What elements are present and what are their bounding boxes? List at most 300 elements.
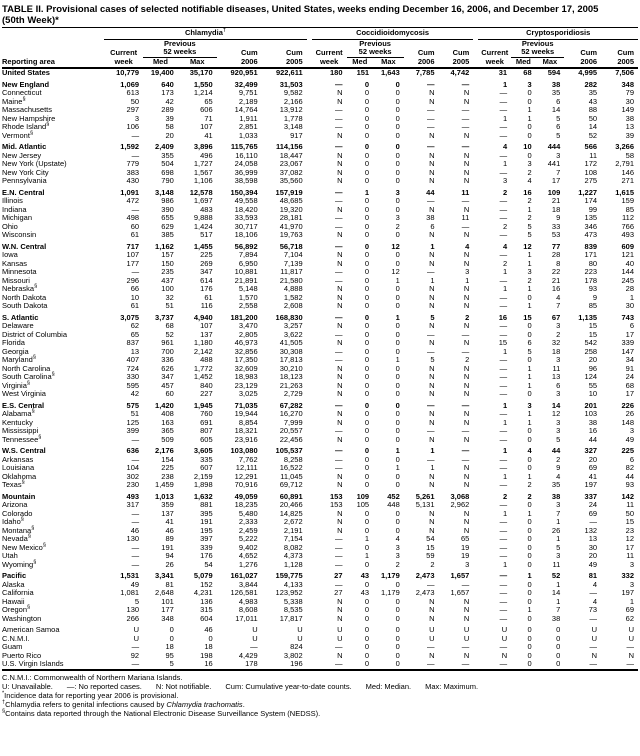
med-label: Med [347, 57, 374, 68]
value-cell: 614 [200, 275, 213, 285]
value-cell: N [429, 525, 435, 535]
value-cell: 195 [200, 525, 213, 535]
value-cell: 0 [395, 642, 400, 651]
value-cell: 5,261 [415, 491, 435, 501]
value-cell: N [463, 389, 470, 398]
value-cell: 225 [200, 250, 213, 259]
value-cell: — [461, 446, 470, 455]
value-cell: 1 [502, 400, 508, 410]
max-label: Max [178, 57, 217, 68]
value-cell: N [463, 650, 470, 660]
reporting-area-cell: Iowa [2, 250, 18, 259]
value-cell: 3,622 [283, 329, 303, 339]
value-cell: — [461, 346, 470, 356]
value-cell: 93 [588, 284, 598, 293]
value-cell: U [628, 633, 634, 643]
value-cell: 15 [523, 312, 532, 322]
value-cell: N [429, 389, 435, 398]
value-cell: — [499, 659, 508, 668]
value-cell: 1 [395, 275, 400, 285]
value-cell: 0 [364, 105, 370, 114]
value-cell: 4,373 [283, 551, 303, 560]
cum-label: Cum [452, 47, 470, 57]
value-cell: 147 [621, 346, 634, 356]
value-cell: 807 [200, 426, 213, 435]
value-cell: 6 [629, 321, 634, 330]
value-cell: 0 [364, 642, 370, 651]
value-cell: N [429, 417, 435, 427]
reporting-area-cell: Arkansas [2, 454, 34, 464]
value-cell: 2 [502, 221, 508, 231]
value-cell: 1,420 [155, 400, 174, 410]
value-cell: 691 [200, 417, 213, 427]
group-chlamydia: Chlamydia† [104, 29, 306, 39]
value-cell: 18,235 [234, 500, 258, 509]
table-section [2, 186, 638, 240]
value-cell: N [337, 258, 343, 268]
value-cell: 0 [395, 338, 400, 347]
value-cell: 496 [200, 150, 213, 160]
value-cell: 109 [547, 187, 561, 197]
table-row [2, 348, 638, 357]
value-cell: 766 [621, 221, 634, 231]
value-cell: 38 [426, 213, 435, 222]
value-cell: 4 [465, 241, 470, 251]
value-cell: 3,844 [238, 579, 258, 589]
value-cell: — [427, 426, 435, 435]
year-2006-label: 2006 [404, 57, 439, 68]
value-cell: N [337, 471, 343, 481]
value-cell: 54 [204, 559, 213, 569]
table-row [2, 518, 638, 527]
value-cell: 3 [556, 426, 561, 435]
reporting-area-cell: Pennsylvania [2, 176, 47, 185]
table-row [2, 623, 638, 635]
asterisk-marker: * [2, 690, 5, 696]
reporting-area-cell: Florida [2, 338, 25, 347]
footnotes [2, 673, 638, 718]
reporting-area-cell: Nevada§ [2, 533, 31, 543]
value-cell: 4,888 [283, 284, 303, 293]
value-cell: 23,067 [279, 159, 303, 168]
value-cell: N [337, 380, 343, 390]
value-cell: N [429, 301, 435, 310]
value-cell: — [499, 571, 508, 580]
value-cell: N [463, 284, 470, 293]
value-cell: 457 [161, 380, 174, 390]
reporting-area-cell: Colorado [2, 508, 33, 518]
value-cell: — [461, 122, 470, 131]
value-cell: 54 [426, 534, 435, 543]
value-cell: 55 [588, 380, 598, 390]
value-cell: 3,068 [450, 491, 470, 501]
value-cell: 0 [395, 96, 400, 106]
value-cell: 20 [588, 355, 598, 364]
table-title-line1: TABLE II. Provisional cases of selected notifiable diseases, United States, weeks ending December 16, 2006, and December 17, 2005 [2, 4, 599, 15]
value-cell: 0 [364, 122, 370, 131]
value-cell: 2 [527, 196, 532, 205]
value-cell: 20 [588, 454, 598, 464]
value-cell: 2 [465, 312, 470, 322]
reporting-area-cell: Ohio [2, 221, 18, 231]
value-cell: 9,751 [238, 88, 258, 97]
value-cell: 17 [625, 329, 634, 339]
value-cell: 38 [551, 491, 561, 501]
reporting-area-cell: Mississippi [2, 426, 39, 435]
value-cell: — [131, 454, 140, 464]
table-row [2, 535, 638, 544]
value-cell: 6,950 [238, 258, 258, 268]
value-cell: 0 [364, 542, 370, 552]
value-cell: — [499, 88, 508, 97]
value-cell: 0 [364, 267, 370, 276]
value-cell: 629 [161, 221, 174, 231]
value-cell: 0 [395, 105, 400, 114]
value-cell: 840 [200, 380, 213, 390]
table-row [2, 132, 638, 141]
value-cell: 3 [556, 417, 561, 427]
value-cell: 385 [161, 230, 174, 239]
value-cell: 0 [395, 292, 400, 302]
value-cell: 1 [502, 508, 508, 518]
value-cell: — [335, 196, 343, 205]
value-cell: 101 [161, 596, 174, 606]
value-cell: 49 [588, 559, 598, 569]
table-row [2, 598, 638, 607]
value-cell: 66 [130, 284, 140, 293]
value-cell: 1,582 [283, 292, 303, 302]
value-cell: 626 [161, 363, 174, 373]
value-cell: N [463, 301, 470, 310]
value-cell: 8,854 [238, 417, 258, 427]
value-cell: 1 [629, 596, 634, 606]
value-cell: 49,059 [234, 491, 258, 501]
value-cell: 1,772 [193, 363, 213, 373]
value-cell: N [463, 380, 470, 390]
value-cell: 0 [395, 372, 400, 381]
value-cell: 56,718 [279, 241, 303, 251]
reporting-area-cell: Utah [2, 551, 18, 560]
value-cell: 27 [334, 571, 343, 580]
value-cell: 5 [556, 542, 561, 552]
value-cell: N [463, 434, 470, 444]
value-cell: 60 [165, 389, 174, 398]
value-cell: 0 [395, 434, 400, 444]
table-row [2, 390, 638, 399]
table-section [2, 68, 638, 78]
dagger-marker: † [2, 699, 6, 705]
value-cell: 1 [527, 363, 532, 373]
value-cell: 30,308 [279, 346, 303, 356]
value-cell: — [335, 241, 343, 251]
value-cell: 41 [588, 471, 598, 481]
table-row [2, 223, 638, 232]
value-cell: 15 [588, 321, 598, 330]
value-cell: 327 [584, 446, 598, 455]
value-cell: 1 [527, 380, 532, 390]
value-cell: 0 [527, 463, 532, 472]
value-cell: 3,470 [238, 321, 258, 330]
reporting-area-cell: United States [2, 68, 50, 77]
value-cell: 655 [161, 213, 174, 222]
value-cell: 1 [527, 301, 532, 310]
value-cell: 348 [161, 613, 174, 623]
value-cell: 488 [200, 355, 213, 364]
reporting-area-cell: North Dakota [2, 292, 47, 302]
value-cell: 0 [395, 329, 400, 339]
value-cell: 1,227 [578, 187, 598, 197]
value-cell: 105,537 [275, 446, 303, 455]
value-cell: 1,550 [193, 79, 213, 89]
value-cell: 10 [523, 142, 532, 151]
value-cell: 245 [621, 275, 634, 285]
value-cell: 6 [556, 122, 561, 131]
value-cell: 0 [364, 79, 370, 89]
value-cell: 18,123 [279, 372, 303, 381]
value-cell: N [429, 284, 435, 293]
value-cell: 1,179 [380, 571, 400, 580]
table-row [2, 660, 638, 670]
value-cell: — [427, 329, 435, 339]
value-cell: 1,945 [193, 400, 213, 410]
value-cell: — [131, 150, 140, 160]
year-2005-label: 2005 [439, 57, 474, 68]
value-cell: 839 [584, 241, 598, 251]
abbrev-definition: U: Unavailable. [2, 681, 53, 691]
value-cell: 1 [395, 312, 400, 322]
value-cell: 605 [200, 434, 213, 444]
table-section [2, 444, 638, 490]
value-cell: — [499, 380, 508, 390]
value-cell: 105 [356, 500, 370, 509]
value-cell: N [463, 292, 470, 302]
value-cell: N [463, 480, 470, 489]
value-cell: N [501, 650, 508, 660]
value-cell: — [427, 105, 435, 114]
value-cell: 3 [556, 355, 561, 364]
value-cell: 0 [364, 321, 370, 330]
value-cell: 0 [364, 417, 370, 427]
value-cell: N [463, 517, 470, 526]
value-cell: 17 [551, 176, 561, 185]
value-cell: 7,894 [238, 250, 258, 259]
value-cell: 1 [527, 508, 532, 518]
value-cell: 0 [527, 150, 532, 160]
reporting-area-cell: Guam [2, 642, 23, 651]
value-cell: 174 [584, 196, 598, 205]
value-cell: — [131, 517, 140, 526]
value-cell: 19,400 [150, 68, 174, 77]
value-cell: — [499, 551, 508, 560]
value-cell: N [429, 230, 435, 239]
value-cell: 17 [625, 542, 634, 552]
value-cell: U [337, 625, 343, 634]
value-cell: 73 [588, 605, 598, 614]
value-cell: 0 [395, 301, 400, 310]
value-cell: 0 [364, 426, 370, 435]
value-cell: — [335, 534, 343, 543]
table-row [2, 490, 638, 502]
footnote-section: §Contains data reported through the National Electronic Disease Surveillance System (NEDSS). [2, 708, 321, 718]
value-cell: 12,578 [189, 187, 213, 197]
cum-label: Cum [285, 47, 303, 57]
value-cell: 1,091 [120, 187, 140, 197]
value-cell: 43 [360, 571, 370, 580]
value-cell: 0 [395, 88, 400, 97]
value-cell: — [335, 113, 343, 123]
value-cell: N [337, 605, 343, 614]
value-cell: 2 [502, 258, 508, 268]
value-cell: 269 [200, 258, 213, 268]
value-cell: 12 [391, 241, 400, 251]
value-cell: 1,592 [120, 142, 140, 151]
value-cell: N [463, 508, 470, 518]
value-cell: — [499, 389, 508, 398]
value-cell: N [429, 96, 435, 106]
value-cell: 7,139 [283, 258, 303, 268]
value-cell: N [337, 508, 343, 518]
value-cell: 10 [130, 292, 140, 302]
reporting-area-cell: South Carolina§ [2, 371, 55, 381]
value-cell: 0 [364, 471, 370, 481]
current-label: Current [481, 47, 509, 57]
value-cell: 50 [588, 113, 598, 123]
weeks52-label: 52 weeks [347, 48, 404, 57]
value-cell: 8,258 [283, 454, 303, 464]
value-cell: 18,420 [234, 204, 258, 214]
previous-label: Previous [164, 38, 196, 48]
value-cell: 130 [126, 605, 140, 614]
value-cell: — [499, 355, 508, 364]
value-cell: 0 [395, 258, 400, 268]
value-cell: N [337, 321, 343, 330]
value-cell: 38 [551, 613, 561, 623]
value-cell: 0 [364, 355, 370, 364]
value-cell: 5 [430, 312, 435, 322]
value-cell: — [499, 301, 508, 310]
reporting-area-header: Reporting area [2, 57, 104, 68]
reporting-area-cell: Kansas [2, 258, 28, 268]
value-cell: 2,805 [238, 329, 258, 339]
reporting-area-cell: New Jersey [2, 150, 42, 160]
value-cell: 18 [551, 204, 561, 214]
value-cell: 1 [527, 113, 532, 123]
value-cell: N [463, 463, 470, 472]
table-row [2, 177, 638, 186]
value-cell: 68 [523, 68, 532, 77]
value-cell: 7,104 [283, 250, 303, 259]
value-cell: 3 [556, 551, 561, 560]
value-cell: 483 [200, 204, 213, 214]
value-cell: 1 [527, 258, 532, 268]
value-cell: — [499, 204, 508, 214]
value-cell: 5,148 [238, 284, 258, 293]
sub-header-row-upper [2, 48, 638, 57]
value-cell: 2 [527, 275, 532, 285]
value-cell: 0 [527, 434, 532, 444]
value-cell: — [589, 613, 598, 623]
value-cell: 339 [200, 542, 213, 552]
value-cell: N [337, 409, 343, 418]
reporting-area-cell: Minnesota [2, 267, 37, 276]
value-cell: N [463, 176, 470, 185]
value-cell: 0 [364, 434, 370, 444]
table-row [2, 544, 638, 553]
reporting-area-cell: District of Columbia [2, 329, 68, 339]
value-cell: 1,214 [193, 88, 213, 97]
value-cell: 355 [161, 150, 174, 160]
value-cell: 56,892 [234, 241, 258, 251]
value-cell: 0 [364, 159, 370, 168]
value-cell: — [499, 213, 508, 222]
value-cell: 0 [364, 463, 370, 472]
value-cell: 22 [551, 267, 561, 276]
value-cell: 24,058 [234, 159, 258, 168]
value-cell: N [591, 650, 598, 660]
table-row [2, 251, 638, 260]
value-cell: 17,011 [235, 613, 258, 623]
value-cell: 1 [556, 534, 561, 543]
value-cell: 271 [621, 176, 634, 185]
value-cell: 4 [502, 142, 508, 151]
value-cell: N [429, 363, 435, 373]
table-row [2, 123, 638, 132]
value-cell: 3 [395, 542, 400, 552]
value-cell: 0 [395, 613, 400, 623]
value-cell: 0 [527, 292, 532, 302]
value-cell: 16,522 [279, 463, 303, 472]
value-cell: — [335, 579, 343, 589]
value-cell: 1 [364, 551, 370, 560]
value-cell: 38 [588, 417, 598, 427]
value-cell: 108 [584, 167, 598, 177]
reporting-area-cell: Pacific [2, 571, 27, 580]
value-cell: N [337, 434, 343, 444]
value-cell: 0 [527, 96, 532, 106]
value-cell: 132 [584, 525, 598, 535]
value-cell: 0 [395, 454, 400, 464]
value-cell: 1 [502, 267, 508, 276]
value-cell: 1 [465, 275, 470, 285]
value-cell: 135 [584, 213, 598, 222]
value-cell: 4,133 [283, 579, 303, 589]
value-cell: 0 [364, 525, 370, 535]
value-cell: 0 [364, 605, 370, 614]
value-cell: N [337, 88, 343, 97]
value-cell: 16 [588, 426, 598, 435]
reporting-area-cell: California [2, 588, 34, 597]
value-cell: 9 [592, 292, 598, 302]
value-cell: 383 [126, 167, 140, 177]
value-cell: 365 [161, 426, 174, 435]
value-cell: N [337, 480, 343, 489]
value-cell: 151 [356, 68, 370, 77]
value-cell: 0 [364, 130, 370, 140]
value-cell: 62 [625, 613, 634, 623]
value-cell: 0 [364, 96, 370, 106]
value-cell: 0 [364, 329, 370, 339]
value-cell: 3 [395, 187, 400, 197]
value-cell: — [499, 613, 508, 623]
table-row [2, 419, 638, 428]
value-cell: 0 [364, 400, 370, 410]
value-cell: 0 [395, 230, 400, 239]
value-cell: 1,162 [155, 241, 174, 251]
value-cell: 9,582 [283, 88, 303, 97]
value-cell: 1 [556, 579, 561, 589]
value-cell: 1 [502, 559, 508, 569]
table-row [2, 643, 638, 652]
